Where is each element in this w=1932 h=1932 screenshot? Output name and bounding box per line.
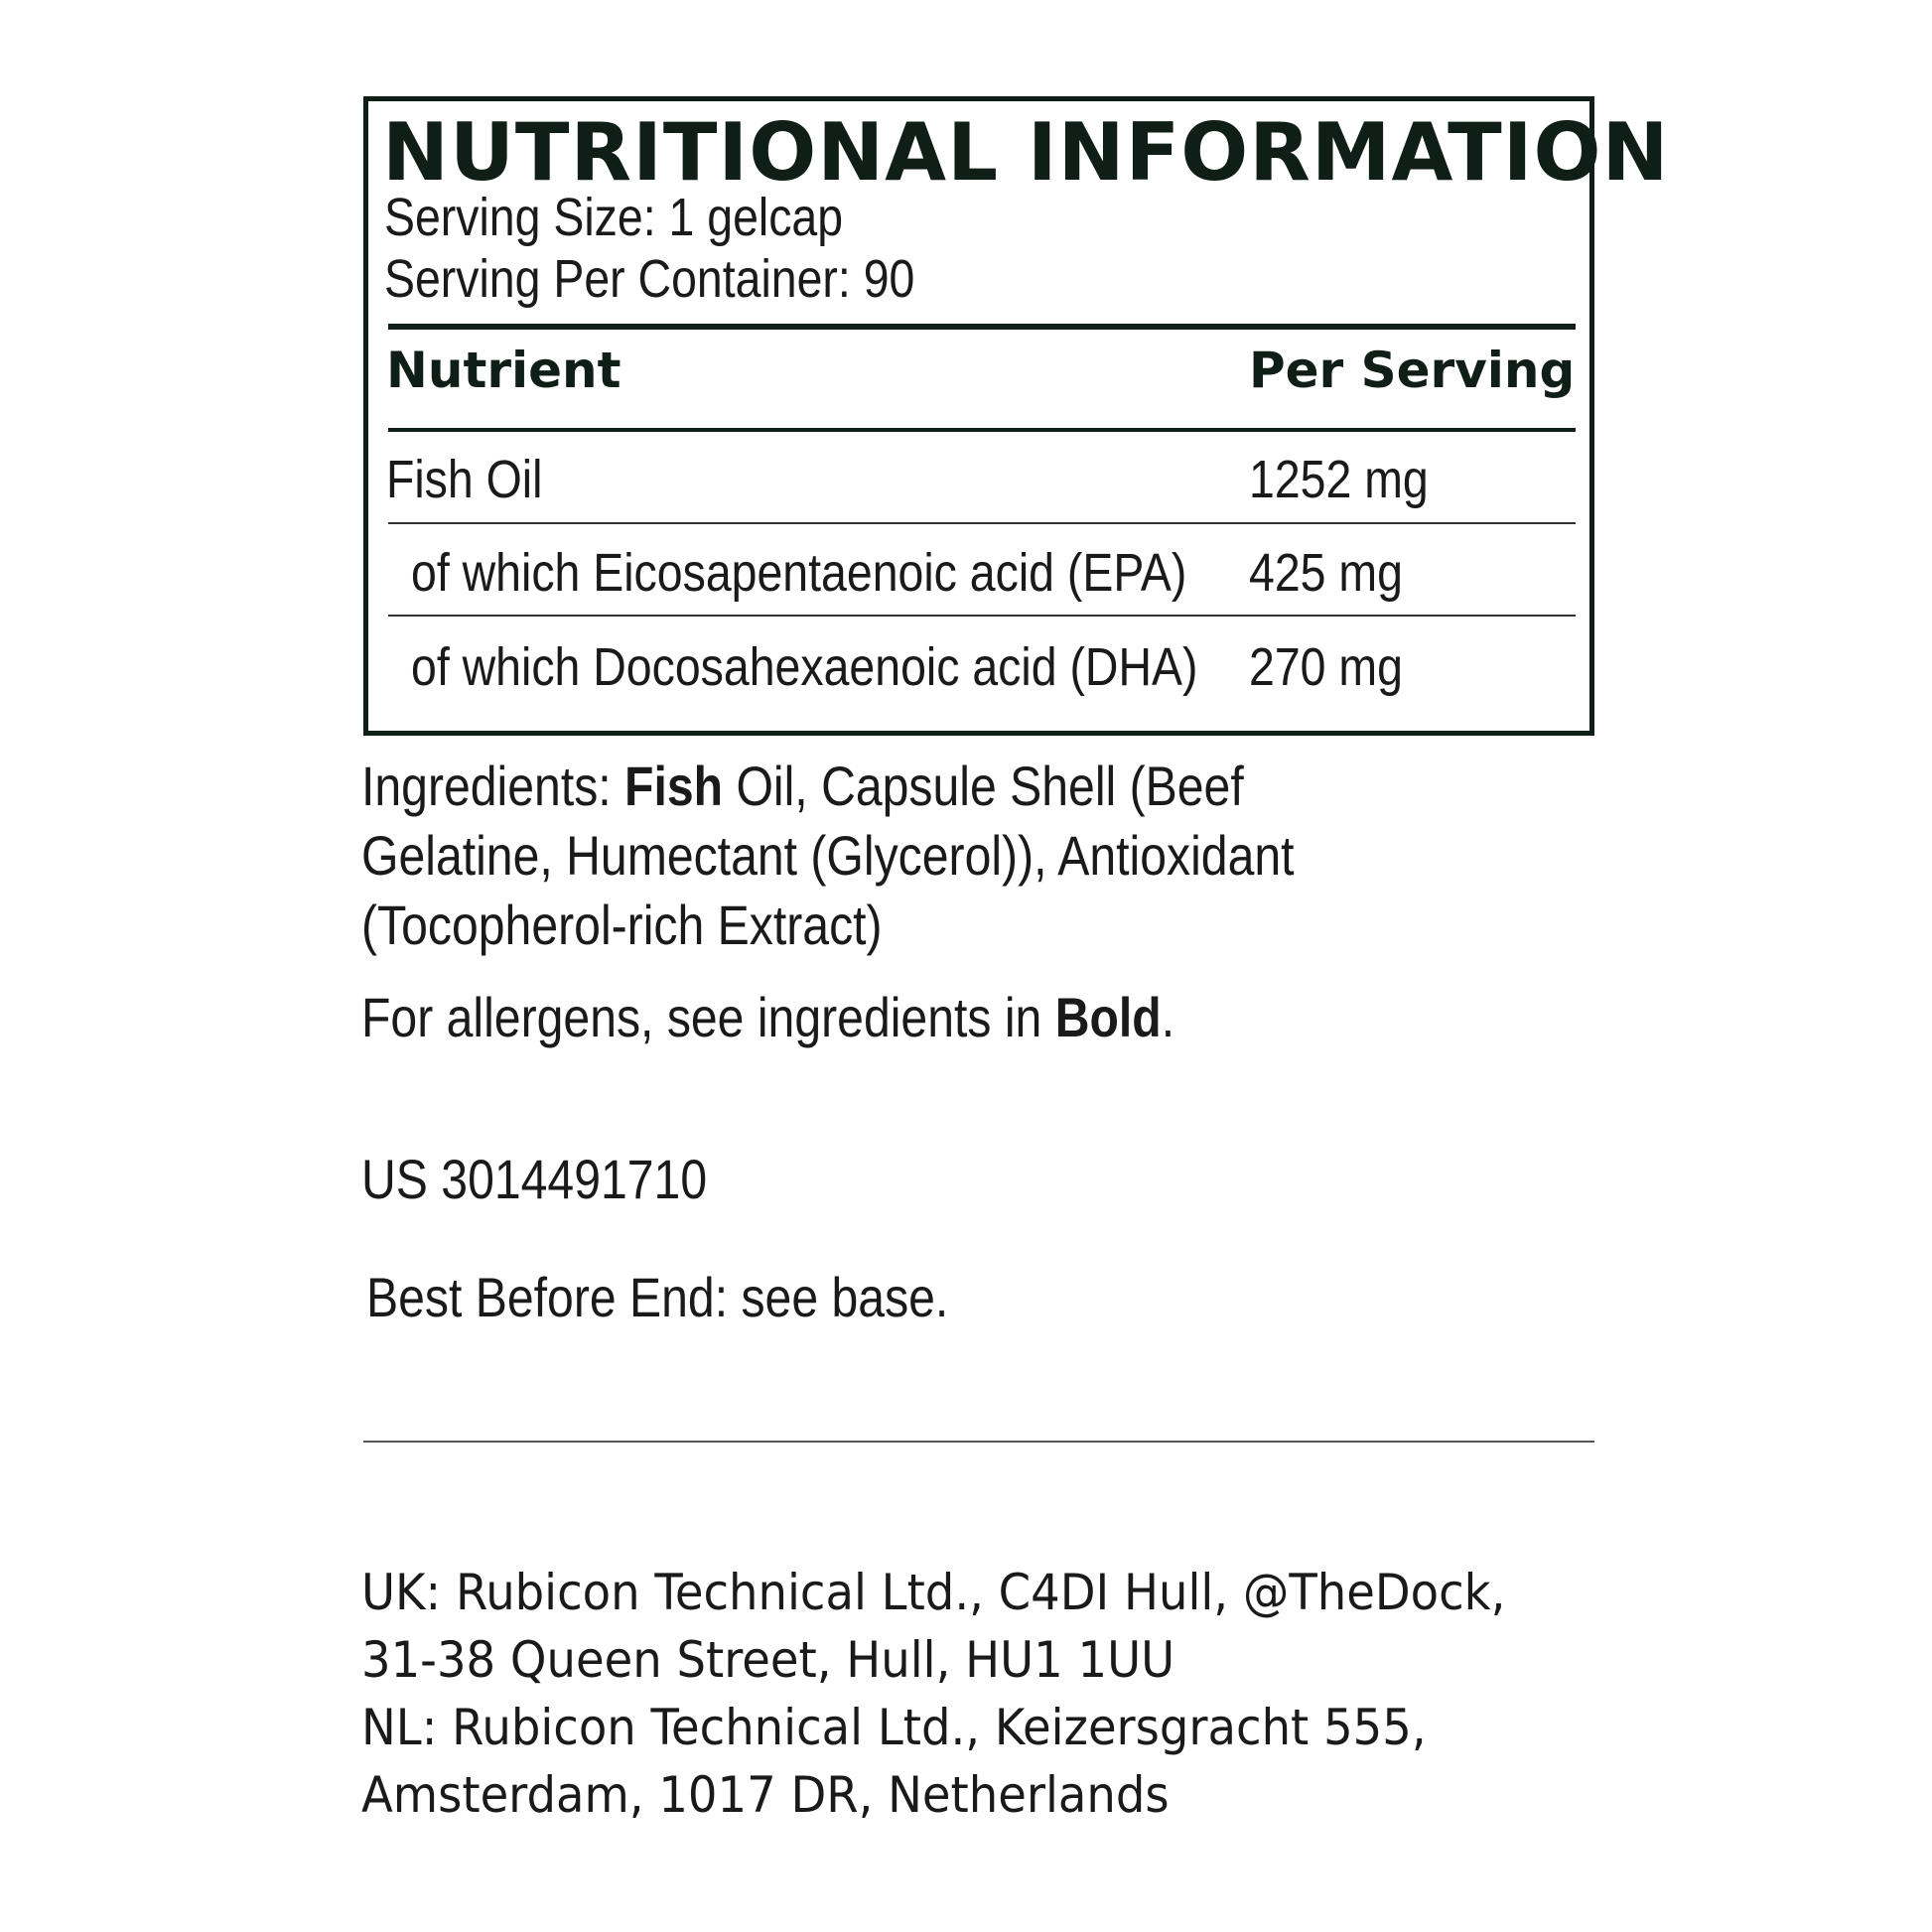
ingredients-allergen: Fish bbox=[624, 755, 724, 817]
serving-per-container: Serving Per Container: 90 bbox=[384, 249, 915, 309]
table-row-fish-oil-name: Fish Oil bbox=[386, 450, 543, 509]
table-row-dha-value: 270 mg bbox=[1249, 637, 1403, 697]
column-header-per-serving: Per Serving bbox=[1249, 342, 1576, 399]
allergen-note-suffix: . bbox=[1161, 986, 1175, 1048]
table-row-dha-name: of which Docosahexaenoic acid (DHA) bbox=[411, 637, 1198, 697]
row-divider bbox=[388, 522, 1576, 524]
address-line-2: 31-38 Queen Street, Hull, HU1 1UU bbox=[361, 1631, 1175, 1689]
address-line-3: NL: Rubicon Technical Ltd., Keizersgracht 555, bbox=[361, 1699, 1427, 1756]
row-divider bbox=[388, 615, 1576, 617]
product-code: US 3014491710 bbox=[361, 1148, 708, 1210]
ingredients-prefix: Ingredients: bbox=[361, 755, 625, 817]
header-divider bbox=[388, 324, 1576, 330]
address-line-4: Amsterdam, 1017 DR, Netherlands bbox=[361, 1766, 1170, 1824]
table-row-epa-value: 425 mg bbox=[1249, 543, 1403, 603]
nutrition-label bbox=[363, 96, 1670, 736]
table-row-epa-name: of which Eicosapentaenoic acid (EPA) bbox=[411, 543, 1187, 603]
table-row-fish-oil-value: 1252 mg bbox=[1249, 450, 1429, 509]
label-title: NUTRITIONAL INFORMATION bbox=[382, 106, 1670, 199]
allergen-note-prefix: For allergens, see ingredients in bbox=[361, 986, 1055, 1048]
allergen-note-bold: Bold bbox=[1054, 986, 1162, 1048]
ingredients-text bbox=[361, 752, 1310, 960]
section-divider bbox=[363, 1441, 1594, 1443]
best-before-note: Best Before End: see base. bbox=[366, 1266, 949, 1328]
address-line-1: UK: Rubicon Technical Ltd., C4DI Hull, @TheDock, bbox=[361, 1564, 1506, 1621]
column-header-nutrient: Nutrient bbox=[386, 342, 621, 399]
table-header-divider bbox=[388, 428, 1576, 432]
company-address bbox=[361, 1559, 1505, 1829]
allergen-note bbox=[361, 983, 1310, 1052]
serving-size: Serving Size: 1 gelcap bbox=[384, 188, 844, 247]
ingredients-rest: Oil, Capsule Shell (Beef Gelatine, Humectant (Glycerol)), Antioxidant (Tocopherol-rich Extract) bbox=[361, 755, 1295, 956]
